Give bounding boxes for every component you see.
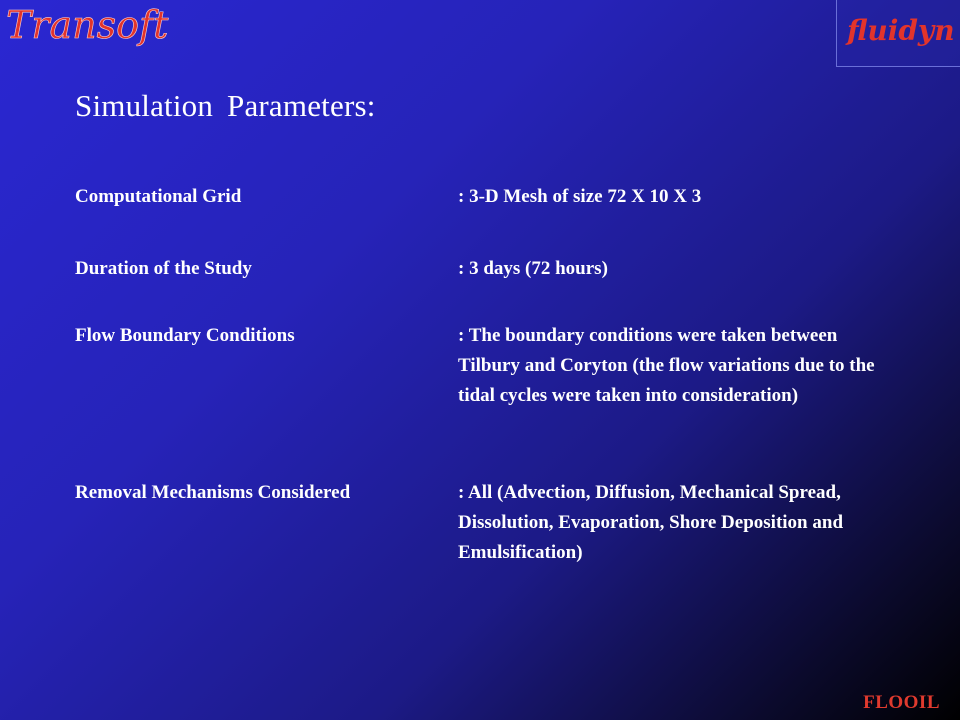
param-label-grid: Computational Grid <box>75 186 242 207</box>
param-label-removal: Removal Mechanisms Considered <box>75 482 351 503</box>
param-value-removal: : All (Advection, Diffusion, Mechanical Spread, Dissolution, Evaporation, Shore Deposition and Emulsification) <box>458 482 844 563</box>
transoft-logo <box>2 0 172 70</box>
fluidyn-logo-box <box>836 0 960 67</box>
param-label-flow: Flow Boundary Conditions <box>75 325 295 346</box>
param-label-duration: Duration of the Study <box>75 258 252 279</box>
fluidyn-logo <box>845 6 955 56</box>
param-value-flow: : The boundary conditions were taken between Tilbury and Coryton (the flow variations due to the tidal cycles were taken into consideration) <box>458 325 875 406</box>
svg-text:Transoft: Transoft <box>6 3 169 47</box>
param-value-grid: : 3-D Mesh of size 72 X 10 X 3 <box>458 186 702 207</box>
page-title: Simulation Parameters: <box>75 88 376 123</box>
svg-text:fluidyn: fluidyn <box>847 14 955 47</box>
footer-label: FLOOIL <box>863 692 940 713</box>
param-value-duration: : 3 days (72 hours) <box>458 258 608 279</box>
